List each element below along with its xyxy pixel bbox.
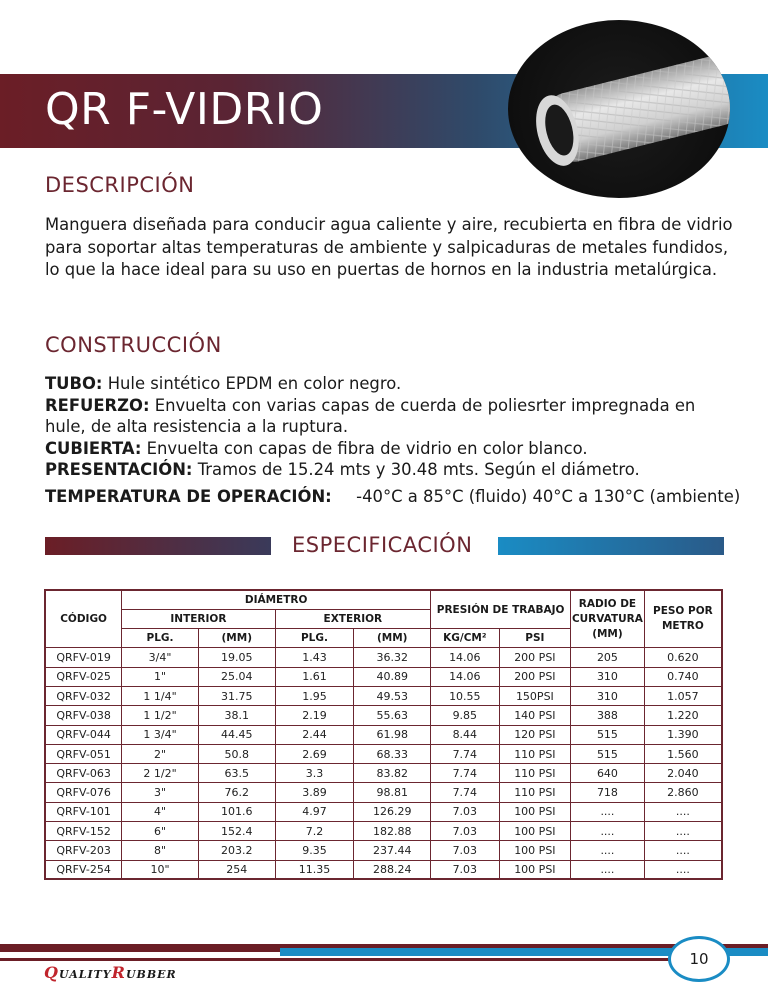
table-cell: 3" xyxy=(122,783,199,802)
table-cell: 140 PSI xyxy=(499,706,571,725)
table-cell: 10" xyxy=(122,860,199,879)
header-presion: PRESIÓN DE TRABAJO xyxy=(431,590,571,629)
table-cell: 7.74 xyxy=(431,764,500,783)
table-cell: 4.97 xyxy=(275,802,354,821)
table-cell: 0.620 xyxy=(644,648,722,667)
table-cell: QRFV-038 xyxy=(45,706,122,725)
table-cell: 83.82 xyxy=(354,764,431,783)
table-cell: QRFV-044 xyxy=(45,725,122,744)
table-cell: 14.06 xyxy=(431,648,500,667)
table-row xyxy=(45,764,722,783)
spec-table-body xyxy=(45,648,722,880)
spec-bar-left xyxy=(45,537,271,555)
table-cell: 98.81 xyxy=(354,783,431,802)
table-cell: 254 xyxy=(198,860,275,879)
cubierta-text: Envuelta con capas de fibra de vidrio en color blanco. xyxy=(141,438,588,458)
table-cell: 110 PSI xyxy=(499,764,571,783)
table-cell: 101.6 xyxy=(198,802,275,821)
table-cell: QRFV-019 xyxy=(45,648,122,667)
table-cell: .... xyxy=(571,860,645,879)
table-row xyxy=(45,667,722,686)
table-row xyxy=(45,706,722,725)
footer-red-line xyxy=(0,958,700,961)
table-cell: 100 PSI xyxy=(499,822,571,841)
table-cell: QRFV-063 xyxy=(45,764,122,783)
header-peso: PESO POR METRO xyxy=(644,590,722,648)
table-cell: 288.24 xyxy=(354,860,431,879)
table-row xyxy=(45,783,722,802)
header-radio: RADIO DE CURVATURA (MM) xyxy=(571,590,645,648)
table-cell: 150PSI xyxy=(499,686,571,705)
table-cell: 515 xyxy=(571,744,645,763)
table-cell: .... xyxy=(644,802,722,821)
spec-bar-right xyxy=(498,537,724,555)
table-cell: 1.057 xyxy=(644,686,722,705)
quality-rubber-logo xyxy=(44,963,177,982)
table-cell: 7.03 xyxy=(431,802,500,821)
table-cell: 2 1/2" xyxy=(122,764,199,783)
fiberglass-hose-image xyxy=(508,20,730,198)
table-cell: 205 xyxy=(571,648,645,667)
header-mm-exterior: (MM) xyxy=(354,629,431,648)
table-cell: 8.44 xyxy=(431,725,500,744)
table-cell: 310 xyxy=(571,667,645,686)
table-cell: 49.53 xyxy=(354,686,431,705)
table-cell: 120 PSI xyxy=(499,725,571,744)
table-cell: 0.740 xyxy=(644,667,722,686)
table-cell: 25.04 xyxy=(198,667,275,686)
table-cell: 1.61 xyxy=(275,667,354,686)
tubo-label: TUBO: xyxy=(45,374,103,393)
table-cell: 515 xyxy=(571,725,645,744)
table-cell: QRFV-025 xyxy=(45,667,122,686)
page-title: QR F-VIDRIO xyxy=(45,84,324,135)
table-cell: 1.390 xyxy=(644,725,722,744)
table-cell: 100 PSI xyxy=(499,860,571,879)
header-interior: INTERIOR xyxy=(122,609,275,628)
refuerzo-label: REFUERZO: xyxy=(45,395,150,415)
table-row xyxy=(45,841,722,860)
refuerzo-line xyxy=(45,395,735,438)
table-cell: 9.85 xyxy=(431,706,500,725)
table-cell: .... xyxy=(644,822,722,841)
table-cell: 1" xyxy=(122,667,199,686)
spec-table xyxy=(44,589,723,880)
table-cell: 7.74 xyxy=(431,744,500,763)
table-cell: 1.560 xyxy=(644,744,722,763)
temperatura-text: -40°C a 85°C (fluido) 40°C a 130°C (ambiente) xyxy=(356,487,741,506)
header-exterior: EXTERIOR xyxy=(275,609,430,628)
table-cell: 2.860 xyxy=(644,783,722,802)
table-cell: 19.05 xyxy=(198,648,275,667)
table-cell: 3.89 xyxy=(275,783,354,802)
cubierta-label: CUBIERTA: xyxy=(45,438,142,458)
table-cell: 2.69 xyxy=(275,744,354,763)
table-cell: 200 PSI xyxy=(499,667,571,686)
table-cell: 31.75 xyxy=(198,686,275,705)
descripcion-text: Manguera diseñada para conducir agua caliente y aire, recubierta en fibra de vidrio para soportar altas temperaturas de ambiente y salpicaduras de metales fundidos, lo que la hace ideal para su uso en puertas de hornos en la industria metalúrgica. xyxy=(45,215,733,279)
table-cell: QRFV-051 xyxy=(45,744,122,763)
presentacion-label: PRESENTACIÓN: xyxy=(45,460,193,479)
page-number: 10 xyxy=(668,936,730,982)
table-cell: 2.44 xyxy=(275,725,354,744)
table-cell: 50.8 xyxy=(198,744,275,763)
table-cell: QRFV-152 xyxy=(45,822,122,841)
table-cell: 76.2 xyxy=(198,783,275,802)
table-cell: 200 PSI xyxy=(499,648,571,667)
table-cell: 640 xyxy=(571,764,645,783)
tubo-text: Hule sintético EPDM en color negro. xyxy=(102,374,402,393)
table-cell: 100 PSI xyxy=(499,802,571,821)
table-cell: 7.03 xyxy=(431,860,500,879)
table-cell: QRFV-032 xyxy=(45,686,122,705)
table-cell: 2.040 xyxy=(644,764,722,783)
table-cell: QRFV-101 xyxy=(45,802,122,821)
table-cell: 14.06 xyxy=(431,667,500,686)
temperatura-line xyxy=(45,487,740,506)
header-codigo: CÓDIGO xyxy=(45,590,122,648)
table-cell: 388 xyxy=(571,706,645,725)
logo-ubber: UBBER xyxy=(125,968,177,981)
table-row xyxy=(45,860,722,879)
table-cell: 2.19 xyxy=(275,706,354,725)
table-cell: 10.55 xyxy=(431,686,500,705)
logo-q: Q xyxy=(44,963,59,982)
table-cell: 44.45 xyxy=(198,725,275,744)
table-cell: .... xyxy=(644,860,722,879)
table-cell: 237.44 xyxy=(354,841,431,860)
table-cell: .... xyxy=(571,841,645,860)
temperatura-label: TEMPERATURA DE OPERACIÓN: xyxy=(45,487,332,506)
construccion-heading: CONSTRUCCIÓN xyxy=(45,333,222,357)
table-cell: QRFV-076 xyxy=(45,783,122,802)
table-cell: .... xyxy=(571,822,645,841)
table-cell: 7.2 xyxy=(275,822,354,841)
table-cell: 1.95 xyxy=(275,686,354,705)
header-plg-interior: PLG. xyxy=(122,629,199,648)
table-cell: 40.89 xyxy=(354,667,431,686)
descripcion-heading: DESCRIPCIÓN xyxy=(45,173,195,197)
tubo-line xyxy=(45,373,735,395)
table-cell: 4" xyxy=(122,802,199,821)
table-cell: 61.98 xyxy=(354,725,431,744)
table-cell: .... xyxy=(571,802,645,821)
table-cell: 7.03 xyxy=(431,822,500,841)
header-psi: PSI xyxy=(499,629,571,648)
table-cell: 310 xyxy=(571,686,645,705)
table-row xyxy=(45,686,722,705)
table-cell: 126.29 xyxy=(354,802,431,821)
table-row xyxy=(45,802,722,821)
table-row xyxy=(45,744,722,763)
table-cell: 182.88 xyxy=(354,822,431,841)
table-cell: 1.43 xyxy=(275,648,354,667)
table-cell: 1 1/2" xyxy=(122,706,199,725)
table-cell: 63.5 xyxy=(198,764,275,783)
table-cell: 9.35 xyxy=(275,841,354,860)
logo-r: R xyxy=(111,963,126,982)
table-cell: 110 PSI xyxy=(499,744,571,763)
table-cell: QRFV-254 xyxy=(45,860,122,879)
header-plg-exterior: PLG. xyxy=(275,629,354,648)
table-cell: 3.3 xyxy=(275,764,354,783)
cubierta-line xyxy=(45,438,735,460)
table-cell: 55.63 xyxy=(354,706,431,725)
table-cell: 7.03 xyxy=(431,841,500,860)
table-cell: 36.32 xyxy=(354,648,431,667)
logo-uality: UALITY xyxy=(58,968,112,981)
header-mm-interior: (MM) xyxy=(198,629,275,648)
especificacion-heading: ESPECIFICACIÓN xyxy=(292,533,473,557)
table-cell: 203.2 xyxy=(198,841,275,860)
table-cell: 100 PSI xyxy=(499,841,571,860)
table-cell: 8" xyxy=(122,841,199,860)
table-cell: 68.33 xyxy=(354,744,431,763)
refuerzo-text: Envuelta con varias capas de cuerda de poliesrter impregnada en hule, de alta resistencia a la ruptura. xyxy=(45,395,696,436)
table-cell: 3/4" xyxy=(122,648,199,667)
table-cell: 152.4 xyxy=(198,822,275,841)
header-diametro: DIÁMETRO xyxy=(122,590,431,609)
table-cell: 2" xyxy=(122,744,199,763)
table-cell: 110 PSI xyxy=(499,783,571,802)
table-cell: 38.1 xyxy=(198,706,275,725)
table-cell: QRFV-203 xyxy=(45,841,122,860)
table-cell: 11.35 xyxy=(275,860,354,879)
table-cell: 718 xyxy=(571,783,645,802)
table-cell: 1 1/4" xyxy=(122,686,199,705)
table-cell: 1 3/4" xyxy=(122,725,199,744)
header-kgcm: KG/CM² xyxy=(431,629,500,648)
table-row xyxy=(45,725,722,744)
table-cell: 7.74 xyxy=(431,783,500,802)
presentacion-text: Tramos de 15.24 mts y 30.48 mts. Según el diámetro. xyxy=(192,460,640,479)
table-cell: 6" xyxy=(122,822,199,841)
table-row xyxy=(45,648,722,667)
presentacion-line xyxy=(45,459,735,481)
construccion-details xyxy=(45,373,735,481)
hose-photo xyxy=(508,20,730,198)
table-cell: .... xyxy=(644,841,722,860)
table-row xyxy=(45,822,722,841)
table-cell: 1.220 xyxy=(644,706,722,725)
